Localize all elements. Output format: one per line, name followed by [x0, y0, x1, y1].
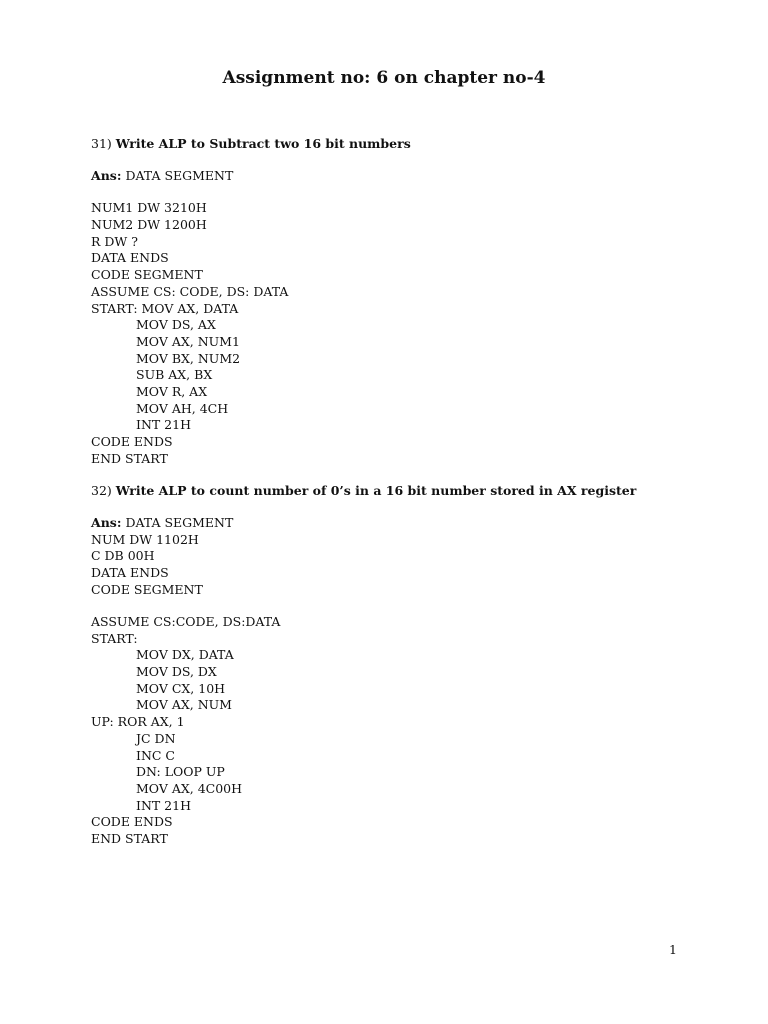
code-line: END START — [91, 450, 168, 466]
code-line: DN: LOOP UP — [136, 764, 225, 780]
code-line: DATA SEGMENT — [125, 168, 234, 184]
answer-31-first-line — [91, 168, 711, 185]
code-line: MOV AX, NUM — [136, 697, 232, 713]
code-line: MOV AX, 4C00H — [136, 780, 243, 796]
code-line: NUM1 DW 3210H — [91, 200, 207, 216]
code-line: MOV DS, AX — [136, 317, 216, 333]
page-number: 1 — [669, 942, 677, 957]
code-line: INT 21H — [136, 797, 191, 813]
code-line: CODE ENDS — [91, 434, 173, 449]
answer-label: Ans: — [91, 515, 122, 531]
code-line: DATA SEGMENT — [125, 515, 234, 531]
page-title: Assignment no: 6 on chapter no-4 — [222, 68, 546, 88]
question-number: 32) — [91, 482, 112, 498]
code-line: CODE SEGMENT — [91, 581, 203, 597]
code-line: ASSUME CS: CODE, DS: DATA — [91, 283, 289, 299]
code-line: SUB AX, BX — [136, 367, 213, 383]
code-line: INT 21H — [136, 417, 191, 433]
code-line: MOV AX, NUM1 — [136, 333, 240, 349]
code-line: MOV CX, 10H — [136, 680, 226, 696]
code-line: END START — [91, 830, 168, 846]
code-line: START: MOV AX, DATA — [91, 300, 239, 316]
code-line: MOV R, AX — [136, 383, 208, 399]
code-block-32-code — [91, 614, 711, 848]
code-line: C DB 00H — [91, 548, 155, 564]
question-text: Write ALP to count number of 0’s in a 16 bit number stored in AX register — [115, 482, 637, 498]
code-line: JC DN — [136, 730, 176, 746]
code-line: MOV DX, DATA — [136, 647, 234, 663]
question-text: Write ALP to Subtract two 16 bit numbers — [115, 136, 411, 151]
code-line: ASSUME CS:CODE, DS:DATA — [91, 614, 281, 629]
code-line: DATA ENDS — [91, 565, 169, 581]
question-number: 31) — [91, 136, 112, 151]
code-line: MOV AH, 4CH — [136, 400, 229, 416]
question-32-heading — [91, 483, 711, 500]
answer-32-first-line — [91, 515, 711, 532]
code-line: R DW ? — [91, 233, 138, 249]
code-line: MOV BX, NUM2 — [136, 350, 241, 366]
code-line: DATA ENDS — [91, 250, 169, 266]
code-line: NUM DW 1102H — [91, 531, 199, 547]
question-31-heading — [91, 136, 711, 153]
code-line: MOV DS, DX — [136, 664, 217, 680]
code-line: START: — [91, 630, 138, 646]
answer-label: Ans: — [91, 168, 122, 184]
code-block-32-data — [91, 532, 711, 599]
code-line: UP: ROR AX, 1 — [91, 714, 185, 730]
code-block-31 — [91, 200, 711, 467]
code-line: NUM2 DW 1200H — [91, 217, 207, 233]
document-content — [91, 136, 711, 848]
code-line: INC C — [136, 747, 175, 763]
code-line: CODE SEGMENT — [91, 267, 203, 283]
code-line: CODE ENDS — [91, 814, 173, 830]
